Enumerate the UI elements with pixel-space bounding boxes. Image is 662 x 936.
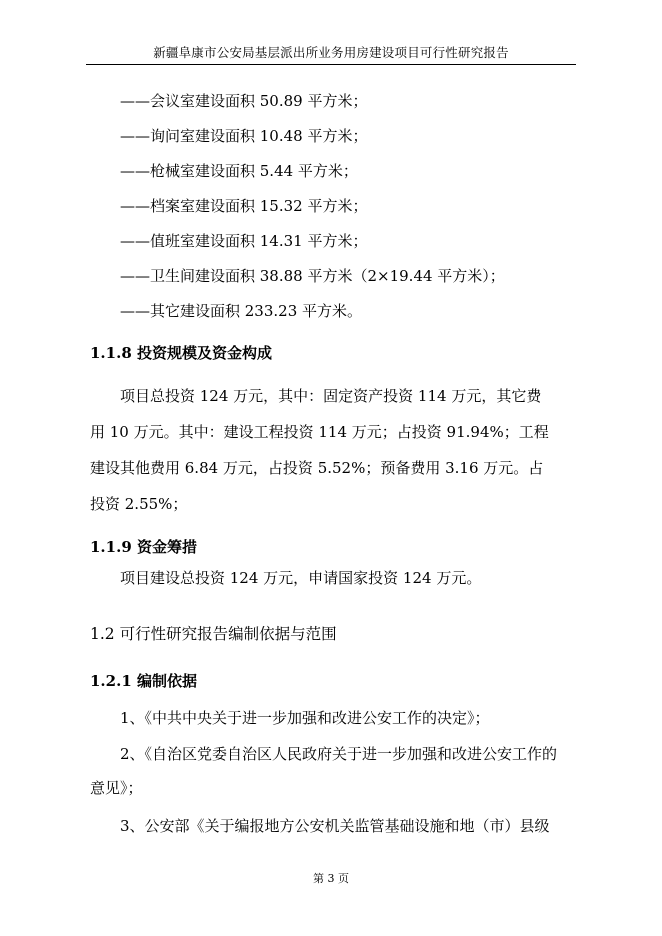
paragraph-line: 建设其他费用 6.84 万元，占投资 5.52%；预备费用 3.16 万元。占 bbox=[90, 459, 544, 477]
list-item-basis-3: 3、公安部《关于编报地方公安机关监管基础设施和地（市）县级 bbox=[120, 817, 550, 835]
area-item-armory: ——枪械室建设面积 5.44 平方米； bbox=[120, 162, 358, 180]
paragraph-line: 项目建设总投资 124 万元，申请国家投资 124 万元。 bbox=[120, 569, 482, 587]
section-heading-1-1-8: 1.1.8 投资规模及资金构成 bbox=[90, 344, 272, 362]
section-heading-1-1-9: 1.1.9 资金筹措 bbox=[90, 538, 197, 556]
page-header-title: 新疆阜康市公安局基层派出所业务用房建设项目可行性研究报告 bbox=[153, 45, 509, 60]
area-item-interrogation-room: ——询问室建设面积 10.48 平方米； bbox=[120, 127, 368, 145]
area-item-archive-room: ——档案室建设面积 15.32 平方米； bbox=[120, 197, 368, 215]
paragraph-line: 用 10 万元。其中：建设工程投资 114 万元；占投资 91.94%；工程 bbox=[90, 423, 549, 441]
list-item-basis-2: 2、《自治区党委自治区人民政府关于进一步加强和改进公安工作的 bbox=[120, 745, 558, 763]
list-item-basis-2-continued: 意见》； bbox=[90, 779, 143, 797]
section-heading-1-2-1: 1.2.1 编制依据 bbox=[90, 672, 197, 690]
list-item-basis-1: 1、《中共中央关于进一步加强和改进公安工作的决定》； bbox=[120, 709, 490, 727]
area-item-other: ——其它建设面积 233.23 平方米。 bbox=[120, 302, 363, 320]
area-item-restroom: ——卫生间建设面积 38.88 平方米（2×19.44 平方米）； bbox=[120, 267, 505, 285]
paragraph-line: 投资 2.55%； bbox=[90, 495, 188, 513]
section-title-1-2: 1.2 可行性研究报告编制依据与范围 bbox=[90, 625, 337, 643]
area-item-meeting-room: ——会议室建设面积 50.89 平方米； bbox=[120, 92, 368, 110]
area-item-duty-room: ——值班室建设面积 14.31 平方米； bbox=[120, 232, 368, 250]
header-rule bbox=[86, 64, 576, 65]
paragraph-line: 项目总投资 124 万元，其中：固定资产投资 114 万元，其它费 bbox=[120, 387, 542, 405]
page-number: 第 3 页 bbox=[313, 872, 349, 885]
